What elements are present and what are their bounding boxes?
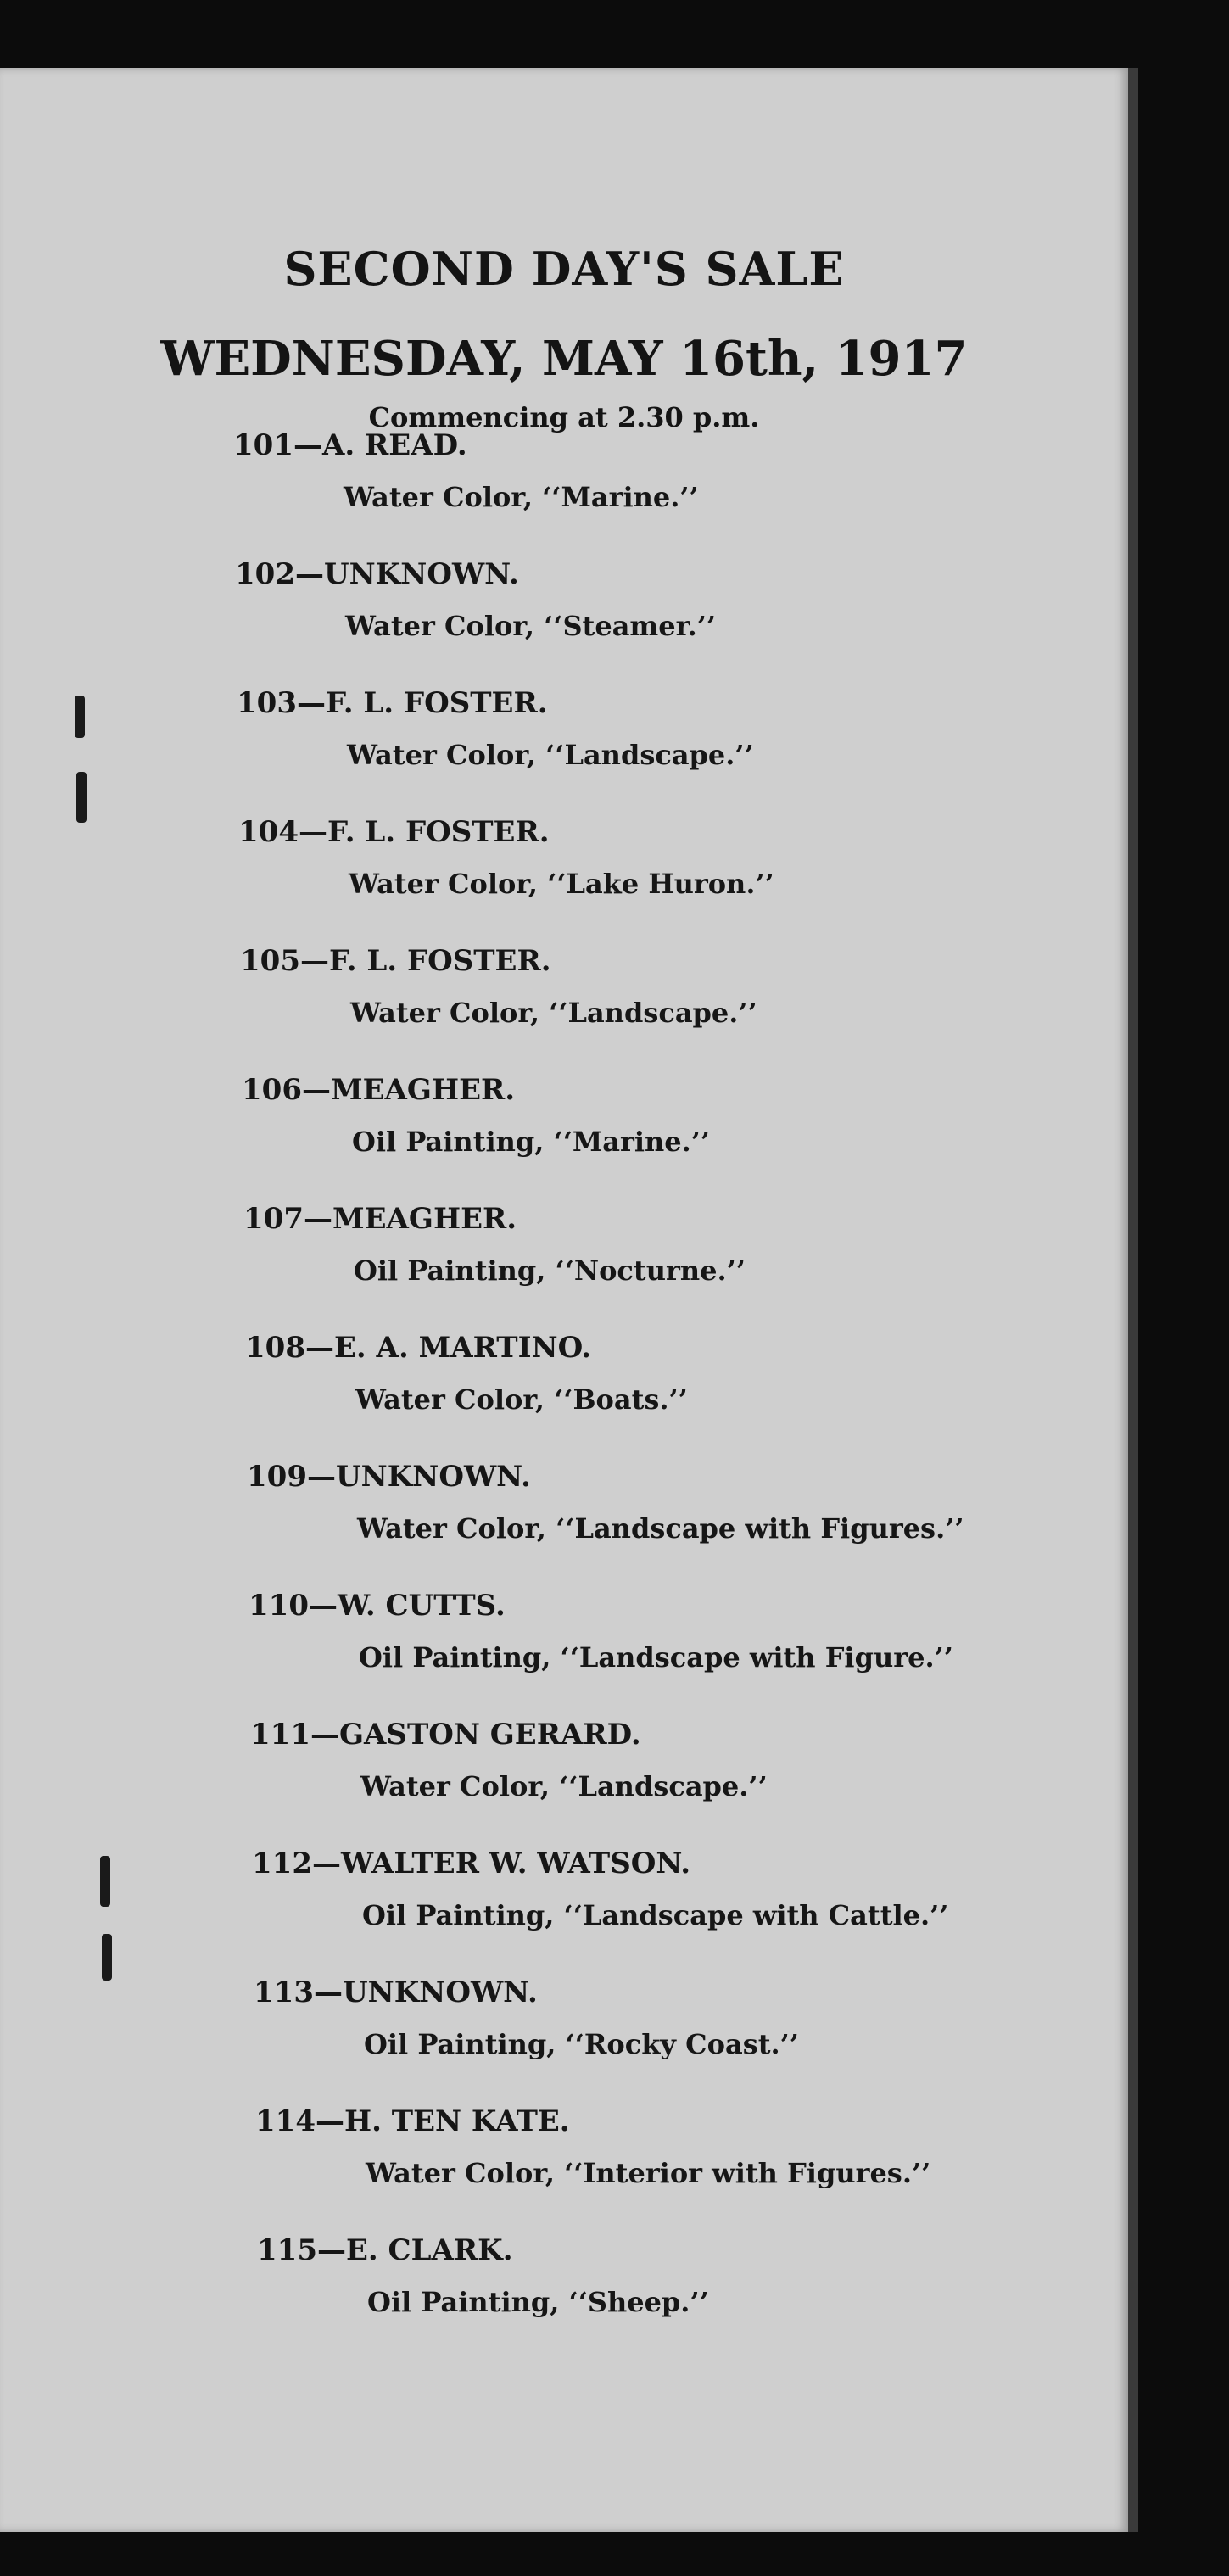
lot-description: Water Color, ‘‘Landscape with Figures.’’ xyxy=(357,1512,964,1545)
lot-heading: 103—F. L. FOSTER. xyxy=(237,686,548,720)
lot-description: Water Color, ‘‘Interior with Figures.’’ xyxy=(366,2157,931,2189)
lot-item xyxy=(235,557,716,642)
lot-heading: 115—E. CLARK. xyxy=(257,2233,513,2267)
lot-heading: 101—A. READ. xyxy=(233,428,467,462)
lot-description: Water Color, ‘‘Lake Huron.’’ xyxy=(349,868,774,900)
lot-description: Water Color, ‘‘Marine.’’ xyxy=(344,481,699,513)
lot-description: Oil Painting, ‘‘Nocturne.’’ xyxy=(354,1254,746,1287)
sale-date: WEDNESDAY, MAY 16th, 1917 xyxy=(160,331,968,387)
bracket-mark xyxy=(100,1856,110,1907)
lot-description: Water Color, ‘‘Landscape.’’ xyxy=(350,997,757,1029)
lot-description: Water Color, ‘‘Steamer.’’ xyxy=(345,610,716,642)
lot-heading: 109—UNKNOWN. xyxy=(247,1460,531,1494)
bracket-mark xyxy=(76,772,87,823)
lot-heading: 111—GASTON GERARD. xyxy=(250,1718,641,1752)
lot-heading: 113—UNKNOWN. xyxy=(254,1975,538,2009)
lot-item xyxy=(255,2104,930,2189)
page-edge xyxy=(1128,68,1138,2532)
lot-heading: 105—F. L. FOSTER. xyxy=(240,944,551,978)
lot-description: Oil Painting, ‘‘Landscape with Figure.’’ xyxy=(359,1641,953,1674)
lot-item xyxy=(247,1460,964,1545)
lot-heading: 110—W. CUTTS. xyxy=(249,1589,506,1623)
lot-item xyxy=(240,944,757,1029)
lot-heading: 108—E. A. MARTINO. xyxy=(245,1331,592,1365)
lot-item xyxy=(249,1589,953,1674)
lot-heading: 112—WALTER W. WATSON. xyxy=(252,1847,691,1880)
bracket-mark xyxy=(75,696,85,738)
lot-description: Oil Painting, ‘‘Marine.’’ xyxy=(352,1126,711,1158)
lot-heading: 114—H. TEN KATE. xyxy=(255,2104,570,2138)
lot-item xyxy=(233,428,699,513)
page-title: SECOND DAY'S SALE xyxy=(283,242,845,296)
lot-item xyxy=(243,1202,746,1287)
lot-heading: 104—F. L. FOSTER. xyxy=(238,815,550,849)
lot-description: Water Color, ‘‘Landscape.’’ xyxy=(360,1770,768,1802)
lot-heading: 102—UNKNOWN. xyxy=(235,557,519,591)
lot-description: Oil Painting, ‘‘Sheep.’’ xyxy=(367,2286,709,2318)
lot-description: Oil Painting, ‘‘Rocky Coast.’’ xyxy=(364,2028,799,2060)
lot-heading: 107—MEAGHER. xyxy=(243,1202,517,1236)
lot-description: Oil Painting, ‘‘Landscape with Cattle.’’ xyxy=(362,1899,949,1931)
lot-item xyxy=(238,815,774,900)
lot-item xyxy=(250,1718,768,1802)
lot-item xyxy=(254,1975,799,2060)
lot-item xyxy=(242,1073,710,1158)
catalogue-page xyxy=(0,68,1128,2532)
lot-item xyxy=(252,1847,948,1931)
lot-item xyxy=(257,2233,709,2318)
lot-list xyxy=(0,68,1128,2532)
lot-description: Water Color, ‘‘Boats.’’ xyxy=(355,1383,688,1416)
lot-item xyxy=(237,686,754,771)
lot-description: Water Color, ‘‘Landscape.’’ xyxy=(347,739,754,771)
sale-start-time: Commencing at 2.30 p.m. xyxy=(368,401,760,433)
lot-heading: 106—MEAGHER. xyxy=(242,1073,516,1107)
bracket-mark xyxy=(102,1934,112,1981)
lot-item xyxy=(245,1331,688,1416)
